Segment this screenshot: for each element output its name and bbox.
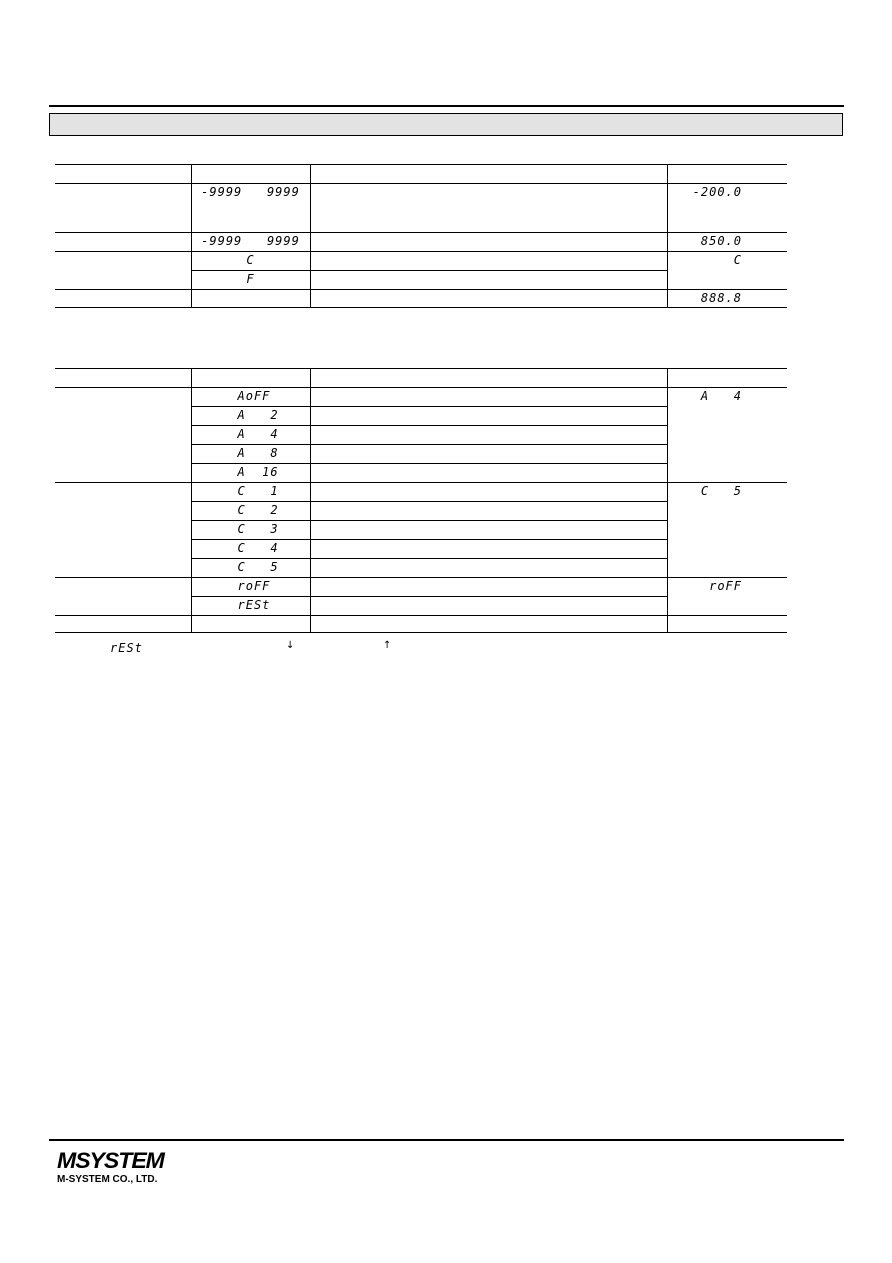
- company-logo: [57, 1150, 197, 1186]
- table-row: [55, 388, 787, 407]
- option-value: roFF: [237, 579, 271, 593]
- table-row: [55, 184, 787, 233]
- header-cell: [191, 165, 310, 184]
- header-cell: [310, 165, 667, 184]
- unit-option: F: [246, 272, 255, 286]
- range-value: -9999 9999: [201, 234, 300, 248]
- arrow-up-icon: ↑: [383, 640, 392, 651]
- unit-option: C: [246, 253, 255, 267]
- default-value: A 4: [700, 389, 742, 403]
- option-value: A 8: [237, 446, 279, 460]
- section-header-bar: [49, 113, 843, 136]
- option-value: AoFF: [237, 389, 271, 403]
- table-row: [55, 290, 787, 308]
- option-value: C 4: [237, 541, 279, 555]
- range-value: -9999 9999: [201, 185, 300, 199]
- default-value: 888.8: [700, 291, 742, 305]
- reset-code: rESt: [110, 641, 143, 655]
- option-value: A 4: [237, 427, 279, 441]
- default-value: C 5: [700, 484, 742, 498]
- table-row: [55, 483, 787, 502]
- option-value: rESt: [237, 598, 271, 612]
- table-header-row: [55, 165, 787, 184]
- default-value: roFF: [709, 579, 742, 593]
- table-row: [55, 252, 787, 271]
- logo-mark: MSYSTEM: [57, 1148, 164, 1173]
- table-header-row: [55, 369, 787, 388]
- company-name: M-SYSTEM CO., LTD.: [57, 1174, 158, 1185]
- settings-table-1: [55, 164, 787, 308]
- table-row: [55, 616, 787, 633]
- option-value: A 2: [237, 408, 279, 422]
- option-value: A 16: [237, 465, 279, 479]
- settings-table-2: [55, 368, 787, 633]
- bottom-rule: [49, 1139, 844, 1141]
- header-cell: [55, 165, 191, 184]
- default-value: 850.0: [700, 234, 742, 248]
- option-value: C 1: [237, 484, 279, 498]
- header-cell: [667, 165, 787, 184]
- table-row: [55, 578, 787, 597]
- option-value: C 3: [237, 522, 279, 536]
- footnote: [55, 640, 795, 656]
- option-value: C 5: [237, 560, 279, 574]
- arrow-down-icon: ↓: [286, 640, 295, 651]
- option-value: C 2: [237, 503, 279, 517]
- table-row: [55, 233, 787, 252]
- default-value: C: [733, 253, 742, 267]
- default-value: -200.0: [692, 185, 742, 199]
- top-rule: [49, 105, 844, 107]
